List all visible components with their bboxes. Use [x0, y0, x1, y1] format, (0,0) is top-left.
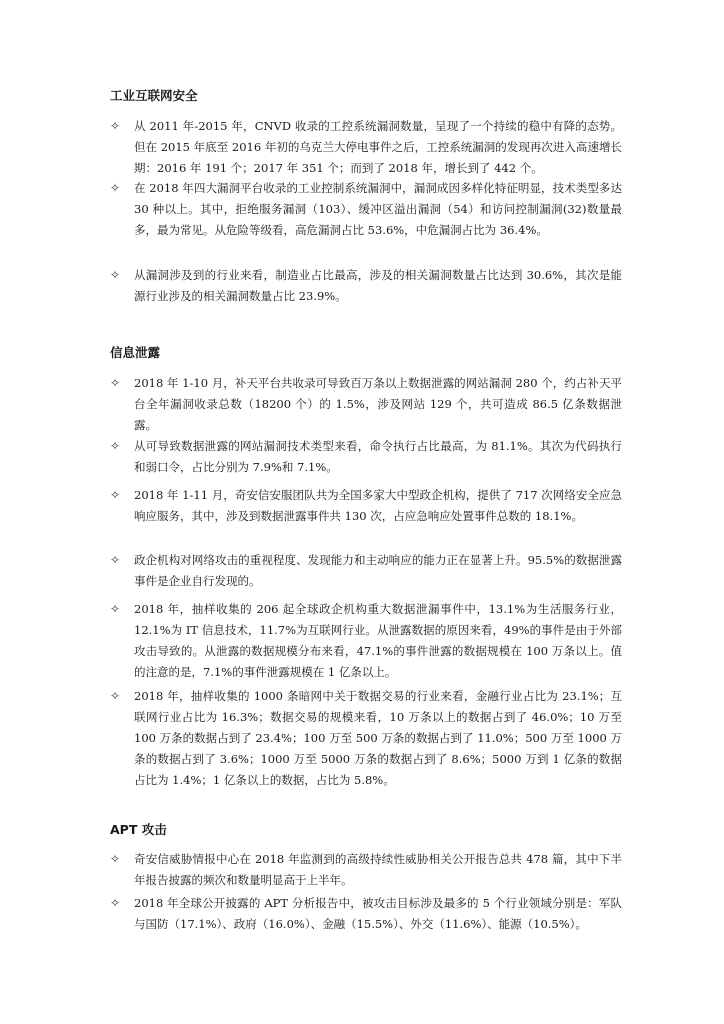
bullet-icon: ✧ [110, 553, 121, 567]
bullet-icon: ✧ [110, 439, 121, 453]
list-item-text: 2018 年 1-11 月，奇安信安服团队共为全国多家大中型政企机构，提供了 717 次网络安全应急响应服务，其中，涉及到数据泄露事件共 130 次，占应急响应处置事件总数的 18.1%。 [134, 488, 622, 523]
section-2-items [110, 485, 622, 527]
section-1-items [110, 265, 622, 307]
section-apt-attack [110, 822, 622, 838]
list-item [110, 373, 622, 436]
list-item-text: 奇安信威胁情报中心在 2018 年监测到的高级持续性威胁相关公开报告总共 478 篇，其中下半年报告披露的频次和数量明显高于上半年。 [134, 852, 622, 887]
bullet-icon: ✧ [110, 689, 121, 703]
section-industrial-internet-security [110, 88, 622, 104]
section-1-items [110, 116, 622, 179]
list-item [110, 599, 622, 683]
list-item-text: 2018 年，抽样收集的 206 起全球政企机构重大数据泄漏事件中，13.1%为生活服务行业，12.1%为 IT 信息技术，11.7%为互联网行业。从泄露数据的原因来看，49%的事件是由于外部攻击导致的。从泄露的数据规模分布来看，47.1%的事件泄露的数据规模在 100 万条以上。值的注意的是，7.1%的事件泄露规模在 1 亿条以上。 [134, 602, 622, 679]
list-item [110, 849, 622, 891]
list-item-text: 政企机构对网络攻击的重视程度、发现能力和主动响应的能力正在显著上升。95.5%的数据泄露事件是企业自行发现的。 [134, 553, 622, 588]
section-heading: 工业互联网安全 [110, 88, 198, 103]
list-item-text: 从可导致数据泄露的网站漏洞技术类型来看，命令执行占比最高，为 81.1%。其次为代码执行和弱口令，占比分别为 7.9%和 7.1%。 [134, 439, 622, 474]
section-3-items [110, 849, 622, 891]
section-2-items [110, 436, 622, 478]
list-item-text: 从 2011 年-2015 年，CNVD 收录的工控系统漏洞数量，呈现了一个持续的稳中有降的态势。但在 2015 年底至 2016 年初的乌克兰大停电事件之后，工控系统漏洞的发现再次进入高速增长期：2016 年 191 个；2017 年 351 个；而到了 2018 年，增长到了 442 个。 [134, 119, 622, 175]
section-1-items [110, 178, 622, 241]
bullet-icon: ✧ [110, 852, 121, 866]
bullet-icon: ✧ [110, 896, 121, 910]
section-2-items [110, 599, 622, 683]
section-2-items [110, 686, 622, 791]
list-item [110, 436, 622, 478]
bullet-icon: ✧ [110, 602, 121, 616]
section-heading: 信息泄露 [110, 345, 161, 360]
bullet-icon: ✧ [110, 488, 121, 502]
section-information-leakage [110, 345, 622, 361]
list-item [110, 485, 622, 527]
list-item-text: 在 2018 年四大漏洞平台收录的工业控制系统漏洞中，漏洞成因多样化特征明显，技术类型多达 30 种以上。其中，拒绝服务漏洞（103）、缓冲区溢出漏洞（54）和访问控制漏洞(32)数量最多，最为常见。从危险等级看，高危漏洞占比 53.6%，中危漏洞占比为 36.4%。 [134, 181, 622, 237]
list-item-text: 2018 年 1-10 月，补天平台共收录可导致百万条以上数据泄露的网站漏洞 280 个，约占补天平台全年漏洞收录总数（18200 个）的 1.5%，涉及网站 129 个，共可造成 86.5 亿条数据泄露。 [134, 376, 622, 432]
bullet-icon: ✧ [110, 181, 121, 195]
list-item [110, 893, 622, 935]
section-3-items [110, 893, 622, 935]
list-item [110, 178, 622, 241]
list-item [110, 686, 622, 791]
bullet-icon: ✧ [110, 268, 121, 282]
list-item [110, 550, 622, 592]
section-2-items [110, 550, 622, 592]
bullet-icon: ✧ [110, 376, 121, 390]
list-item [110, 265, 622, 307]
bullet-icon: ✧ [110, 119, 121, 133]
list-item [110, 116, 622, 179]
list-item-text: 2018 年，抽样收集的 1000 条暗网中关于数据交易的行业来看，金融行业占比为 23.1%；互联网行业占比为 16.3%；数据交易的规模来看，10 万条以上的数据占到了 46.0%；10 万至 100 万条的数据占到了 23.4%；100 万至 500 万条的数据占到了 11.0%；500 万至 1000 万条的数据占到了 3.6%；1000 万至 5000 万条的数据占到了 8.6%；5000 万到 1 亿条的数据占比为 1.4%；1 亿条以上的数据，占比为 5.8%。 [134, 689, 622, 787]
list-item-text: 2018 年全球公开披露的 APT 分析报告中，被攻击目标涉及最多的 5 个行业领域分别是：军队与国防（17.1%）、政府（16.0%）、金融（15.5%）、外交（11.6%）、能源（10.5%）。 [134, 896, 622, 931]
section-heading: APT 攻击 [110, 822, 167, 837]
section-2-items [110, 373, 622, 436]
list-item-text: 从漏洞涉及到的行业来看，制造业占比最高，涉及的相关漏洞数量占比达到 30.6%，其次是能源行业涉及的相关漏洞数量占比 23.9%。 [134, 268, 622, 303]
